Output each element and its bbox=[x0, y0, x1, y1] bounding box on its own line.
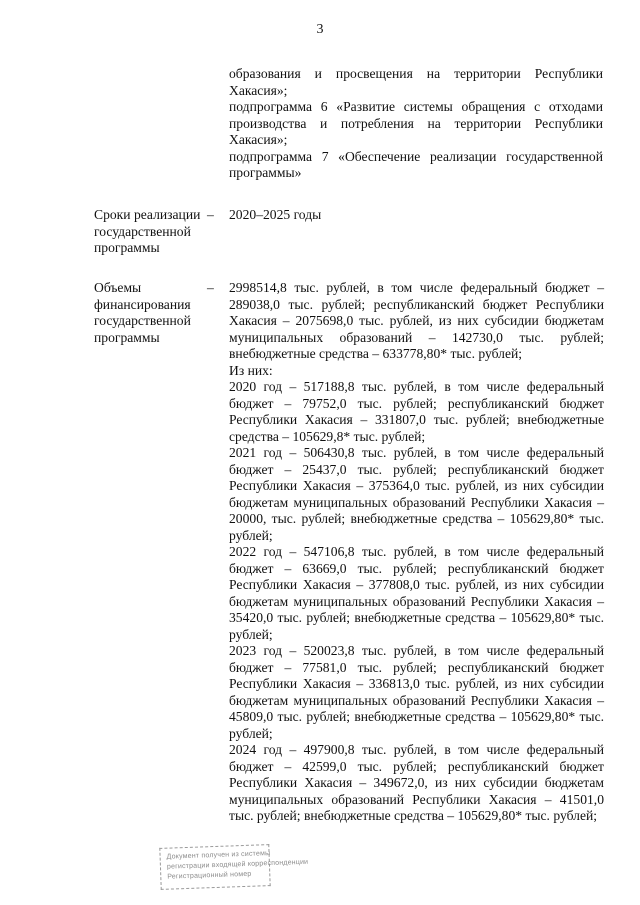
page-number: 3 bbox=[316, 22, 324, 37]
financing-total: 2998514,8 тыс. рублей, в том числе федеральный бюджет – 289038,0 тыс. рублей; республиканский бюджет Республики Хакасия – 2075698,0 тыс. рублей, из них субсидии бюджетам муниципальных образований – 142730,0 тыс. рублей; внебюджетные средства – 633778,80* тыс. рублей; bbox=[229, 280, 604, 361]
stamp-line: Регистрационный номер bbox=[167, 870, 252, 881]
terms-value: 2020–2025 годы bbox=[229, 207, 322, 222]
financing-value bbox=[229, 280, 604, 825]
registration-stamp bbox=[159, 844, 309, 890]
continuation-text: образования и просвещения на территории Республики Хакасия»; bbox=[229, 66, 603, 98]
financing-dash: – bbox=[207, 280, 214, 295]
financing-year-2023: 2023 год – 520023,8 тыс. рублей, в том числе федеральный бюджет – 77581,0 тыс. рублей; республиканский бюджет Республики Хакасия – 336813,0 тыс. рублей, из них субсидии бюджетам муниципальных образований Республики Хакасия – 45809,0 тыс. рублей; внебюджетные средства – 105629,80* тыс. рублей; bbox=[229, 643, 604, 741]
stamp-line: Документ получен из системы bbox=[166, 850, 271, 861]
financing-year-2020: 2020 год – 517188,8 тыс. рублей, в том числе федеральный бюджет – 79752,0 тыс. рублей; республиканский бюджет Республики Хакасия – 331807,0 тыс. рублей; внебюджетные средства – 105629,8* тыс. рублей; bbox=[229, 379, 604, 444]
financing-year-2024: 2024 год – 497900,8 тыс. рублей, в том числе федеральный бюджет – 42599,0 тыс. рублей; республиканский бюджет Республики Хакасия – 349672,0, из них субсидии бюджетам муниципальных образований Республики Хакасия – 41501,0 тыс. рублей; внебюджетные средства – 105629,80* тыс. рублей; bbox=[229, 742, 604, 823]
terms-label: Сроки реализации государственной программы bbox=[94, 207, 201, 255]
financing-year-2021: 2021 год – 506430,8 тыс. рублей, в том числе федеральный бюджет – 25437,0 тыс. рублей; республиканский бюджет Республики Хакасия – 375364,0 тыс. рублей, из них субсидии бюджетам муниципальных образований Республики Хакасия – 20000, тыс. рублей; внебюджетные средства – 105629,80* тыс. рублей; bbox=[229, 445, 604, 543]
financing-year-2022: 2022 год – 547106,8 тыс. рублей, в том числе федеральный бюджет – 63669,0 тыс. рублей; республиканский бюджет Республики Хакасия – 377808,0 тыс. рублей, из них субсидии бюджетам муниципальных образований Республики Хакасия – 35420,0 тыс. рублей; внебюджетные средства – 105629,80* тыс. рублей; bbox=[229, 544, 604, 642]
subprogram-7: подпрограмма 7 «Обеспечение реализации государственной программы» bbox=[229, 148, 603, 180]
financing-label: Объемы финансирования государственной программы bbox=[94, 280, 191, 345]
terms-dash: – bbox=[207, 207, 214, 222]
subprogram-continuation bbox=[229, 66, 603, 182]
stamp-line: регистрации входящей корреспонденции bbox=[166, 858, 309, 871]
financing-of-them: Из них: bbox=[229, 362, 273, 378]
subprogram-6: подпрограмма 6 «Развитие системы обращения с отходами производства и потребления на территории Республики Хакасия»; bbox=[229, 99, 603, 147]
